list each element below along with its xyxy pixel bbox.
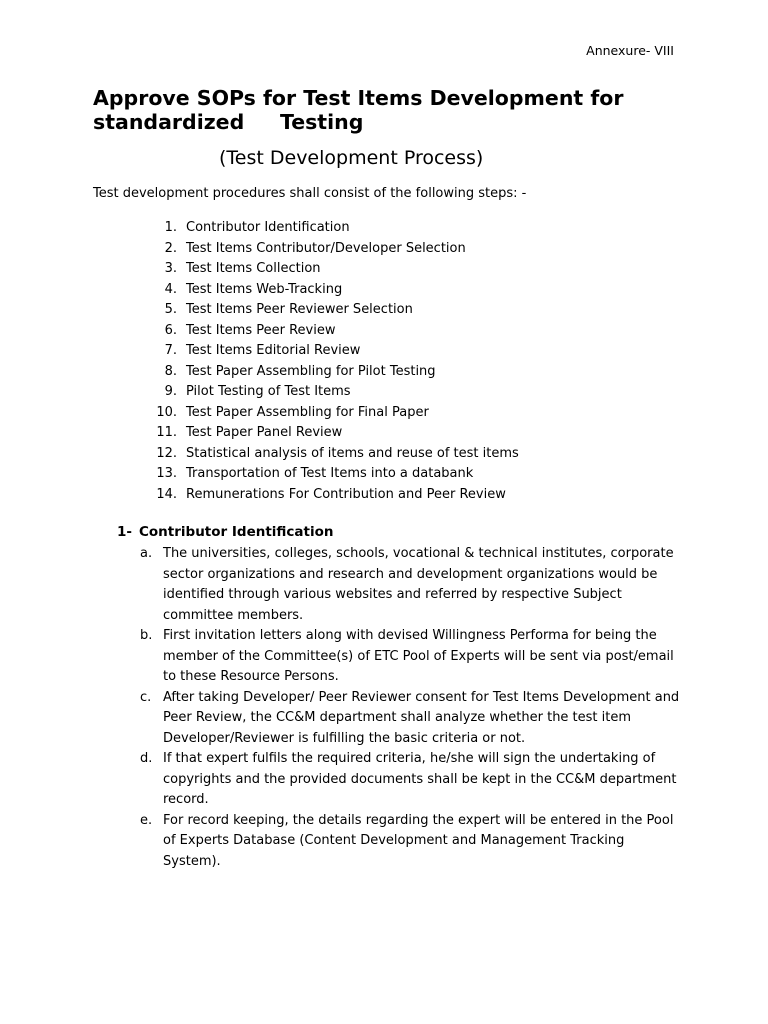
step-text: Test Paper Assembling for Final Paper <box>186 404 429 420</box>
step-number: 2. <box>164 240 177 256</box>
item-letter: d. <box>140 751 153 766</box>
step-text: Test Items Peer Reviewer Selection <box>186 302 413 317</box>
step-text: Statistical analysis of items and reuse of test items <box>186 445 519 461</box>
intro-paragraph: Test development procedures shall consist of the following steps: - <box>93 186 527 201</box>
step-number: 3. <box>164 261 177 276</box>
section-heading <box>117 524 334 540</box>
step-text: Test Paper Assembling for Pilot Testing <box>186 363 436 379</box>
step-text: Contributor Identification <box>186 220 350 235</box>
step-number: 9. <box>164 384 177 399</box>
step-text: Remunerations For Contribution and Peer Review <box>186 486 506 502</box>
item-text: The universities, colleges, schools, vocational & technical institutes, corporate sector organizations and research and development organizations would be identified through various websites and referred by respective Subject committee members. <box>163 546 674 623</box>
step-number: 13. <box>156 466 177 481</box>
list-item <box>0 544 683 626</box>
step-text: Test Items Contributor/Developer Selection <box>186 240 466 256</box>
step-number: 14. <box>156 486 177 502</box>
item-letter: a. <box>140 546 153 561</box>
step-number: 7. <box>164 343 177 358</box>
step-text: Test Items Web-Tracking <box>186 281 343 297</box>
item-text: For record keeping, the details regarding the expert will be entered in the Pool of Experts Database (Content Development and Management Tracking System). <box>163 812 674 869</box>
step-number: 1. <box>164 220 177 235</box>
list-item <box>0 811 683 873</box>
section-items-list <box>0 544 683 872</box>
item-text: After taking Developer/ Peer Reviewer consent for Test Items Development and Peer Review, the CC&M department shall analyze whether the test item Developer/Reviewer is fulfilling the basic criteria or not. <box>163 689 680 746</box>
step-text: Pilot Testing of Test Items <box>186 384 351 399</box>
list-item <box>0 749 683 811</box>
step-number: 8. <box>164 363 177 379</box>
item-text: First invitation letters along with devised Willingness Performa for being the member of the Committee(s) of ETC Pool of Experts will be sent via post/email to these Resource Persons. <box>163 628 674 684</box>
step-number: 12. <box>156 445 177 461</box>
item-letter: c. <box>140 689 152 705</box>
step-text: Test Items Collection <box>186 261 321 276</box>
step-text: Transportation of Test Items into a databank <box>186 466 474 481</box>
item-text: If that expert fulfils the required criteria, he/she will sign the undertaking of copyrights and the provided documents shall be kept in the CC&M department record. <box>163 751 677 807</box>
step-number: 11. <box>156 425 177 440</box>
step-number: 5. <box>164 302 177 317</box>
step-number: 4. <box>164 281 177 297</box>
section-title: Contributor Identification <box>139 524 334 540</box>
step-text: Test Items Peer Review <box>186 322 336 338</box>
list-item <box>0 626 683 688</box>
item-letter: b. <box>140 628 153 643</box>
document-subtitle: (Test Development Process) <box>219 147 484 169</box>
section-number: 1- <box>117 524 132 540</box>
list-item <box>0 688 683 750</box>
document-title: Approve SOPs for Test Items Development for standardized Testing <box>93 86 631 134</box>
step-number: 6. <box>164 322 177 338</box>
annexure-label: Annexure- VIII <box>586 43 674 58</box>
step-number: 10. <box>156 404 177 420</box>
step-text: Test Items Editorial Review <box>186 343 361 358</box>
step-text: Test Paper Panel Review <box>186 425 343 440</box>
item-letter: e. <box>140 812 153 828</box>
